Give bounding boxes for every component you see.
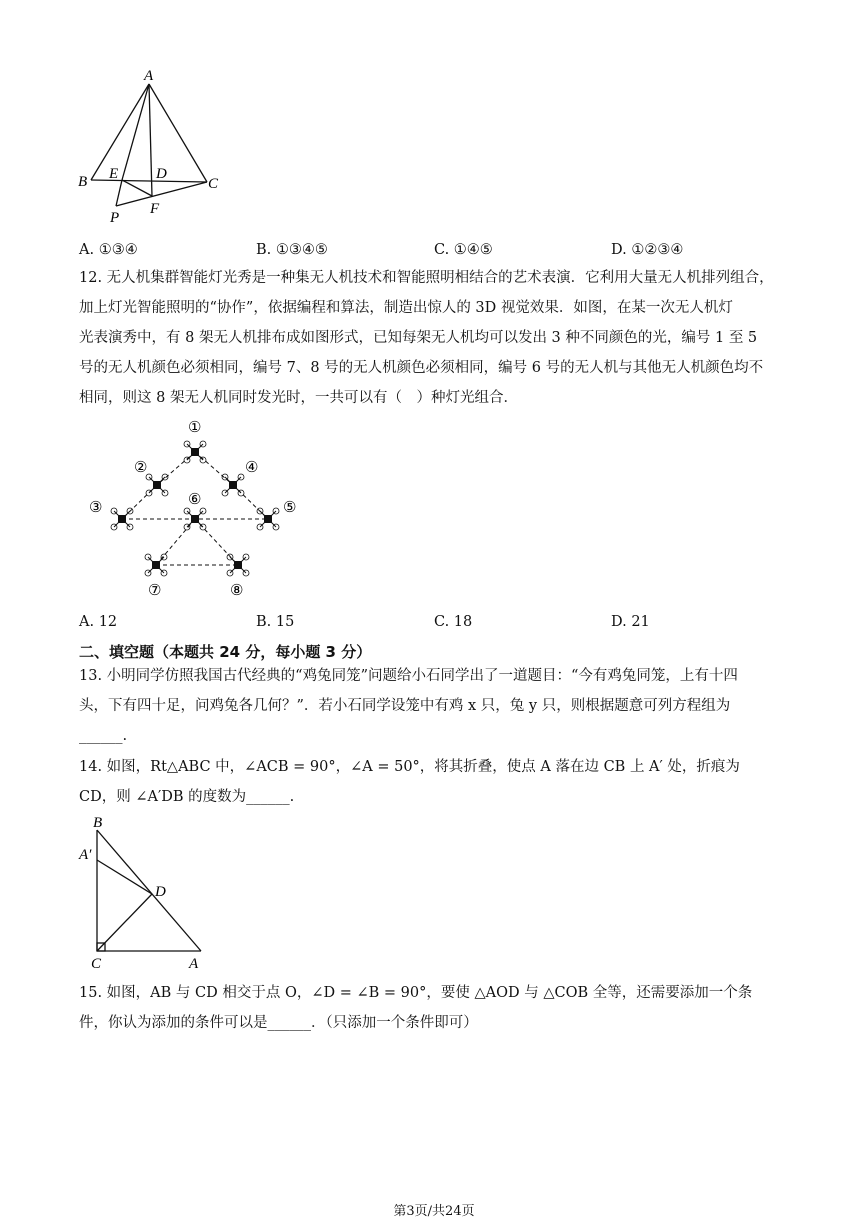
option-letter: D.: [611, 242, 627, 258]
q12-line-5: 相同，则这 8 架无人机同时发光时，一共可以有（ ）种灯光组合．: [79, 390, 518, 406]
option-text: ①②③④: [631, 242, 684, 258]
q12-line-2: 加上灯光智能照明的“协作”，依据编程和算法，制造出惊人的 3D 视觉效果．如图，在某一次无人机灯: [79, 300, 733, 316]
q13-answer-blank[interactable]: ______.: [79, 728, 128, 744]
drone-5-icon: [257, 508, 279, 530]
option-letter: C.: [434, 242, 450, 258]
page-number: 第3页/共24页: [393, 1204, 475, 1219]
drone-label-5: ⑤: [283, 500, 297, 516]
drone-1-icon: [184, 441, 206, 463]
q11-option-d[interactable]: [611, 240, 683, 260]
q12-line-4: 号的无人机颜色必须相同，编号 7、8 号的无人机颜色必须相同，编号 6 号的无人机与其他无人机颜色均不: [79, 360, 764, 376]
drone-label-4: ④: [245, 460, 259, 476]
option-text: 12: [98, 614, 118, 630]
option-letter: A.: [79, 242, 95, 258]
fig14-label-A: A: [189, 956, 199, 972]
option-letter: B.: [256, 614, 272, 630]
drone-label-3: ③: [89, 500, 103, 516]
q11-option-c[interactable]: [434, 240, 493, 260]
option-text: ①③④⑤: [275, 242, 328, 258]
fig14-label-A-prime: A′: [79, 847, 92, 863]
option-letter: D.: [611, 614, 627, 630]
q14-line-2: CD，则 ∠A′DB 的度数为______.: [79, 789, 295, 805]
q12-option-d[interactable]: [611, 612, 650, 632]
fig14-label-B: B: [93, 815, 103, 831]
q12-line-3: 光表演秀中，有 8 架无人机排布成如图形式，已知每架无人机均可以发出 3 种不同颜色的光，编号 1 至 5: [79, 330, 758, 346]
q11-option-a[interactable]: [79, 240, 138, 260]
q13-line-1: 13. 小明同学仿照我国古代经典的“鸡兔同笼”问题给小石同学出了一道题目：“今有鸡兔同笼，上有十四: [79, 668, 738, 684]
q12-option-a[interactable]: [79, 612, 117, 632]
drone-label-2: ②: [134, 460, 148, 476]
option-text: ①④⑤: [453, 242, 493, 258]
q15-line-2: 件，你认为添加的条件可以是______．（只添加一个条件即可）: [79, 1015, 478, 1031]
fig11-label-E: E: [109, 166, 119, 182]
option-text: 21: [631, 614, 650, 630]
q11-option-b[interactable]: [256, 240, 328, 260]
fig11-label-B: B: [78, 174, 88, 190]
drone-label-6: ⑥: [188, 492, 202, 508]
drone-2-icon: [146, 474, 168, 496]
fig11-label-C: C: [208, 176, 219, 192]
option-letter: B.: [256, 242, 272, 258]
option-text: ①③④: [98, 242, 138, 258]
drone-label-7: ⑦: [148, 583, 162, 599]
q12-option-b[interactable]: [256, 612, 294, 632]
fig14-label-D: D: [155, 884, 166, 900]
fig11-label-F: F: [150, 201, 160, 217]
q12-option-c[interactable]: [434, 612, 472, 632]
fig11-label-D: D: [156, 166, 167, 182]
drone-4-icon: [222, 474, 244, 496]
q14-line-1: 14. 如图，Rt△ABC 中，∠ACB = 90°，∠A = 50°，将其折叠，使点 A 落在边 CB 上 A′ 处，折痕为: [79, 759, 740, 775]
figure-q11-triangle: [70, 60, 240, 235]
q13-line-2: 头，下有四十足，问鸡兔各几何？”．若小石同学设笼中有鸡 x 只，兔 y 只，则根据题意可列方程组为: [79, 698, 731, 714]
q15-line-1: 15. 如图，AB 与 CD 相交于点 O，∠D = ∠B = 90°，要使 △AOD 与 △COB 全等，还需要添加一个条: [79, 985, 753, 1001]
figure-q12-drone-formation: [80, 415, 310, 605]
fig14-label-C: C: [91, 956, 102, 972]
drone-label-8: ⑧: [230, 583, 244, 599]
option-text: 15: [275, 614, 295, 630]
option-letter: A.: [79, 614, 95, 630]
option-letter: C.: [434, 614, 450, 630]
fig11-label-A: A: [144, 68, 154, 84]
option-text: 18: [453, 614, 473, 630]
figure-q14-triangle: [75, 812, 215, 972]
q12-line-1: 12. 无人机集群智能灯光秀是一种集无人机技术和智能照明相结合的艺术表演．它利用大量无人机排列组合，: [79, 270, 774, 286]
section-heading: 二、填空题（本题共 24 分，每小题 3 分）: [79, 643, 372, 661]
fig11-label-P: P: [110, 210, 120, 226]
drone-8-icon: [227, 554, 249, 576]
drone-label-1: ①: [188, 420, 202, 436]
